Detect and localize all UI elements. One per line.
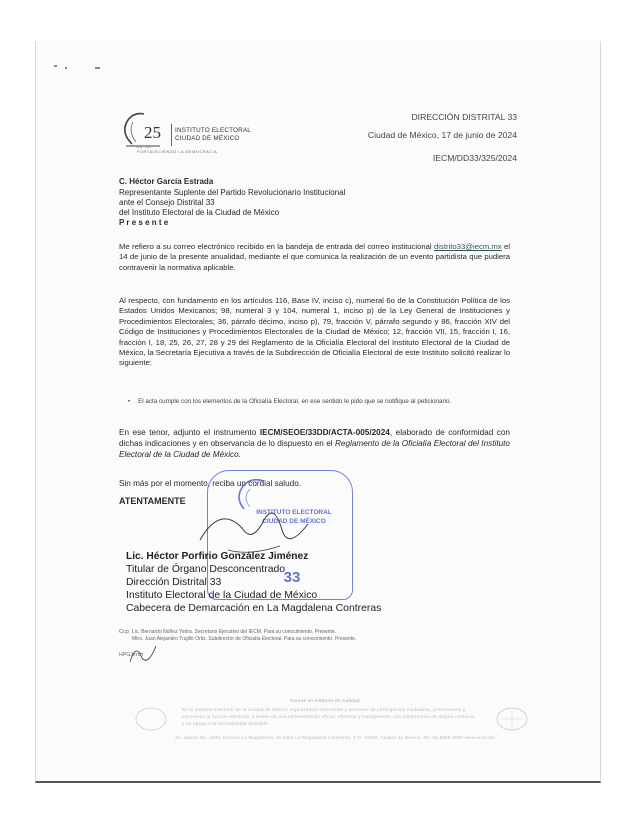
- paragraph-attachment: [119, 427, 510, 460]
- stamp-number: 33: [283, 569, 301, 586]
- recipient-line2: ante el Consejo Distrital 33: [119, 198, 215, 207]
- signer-seat: Cabecera de Demarcación en La Magdalena Contreras: [126, 603, 382, 614]
- logo-divider: [171, 124, 172, 146]
- footer-left-seal-icon: [134, 706, 168, 732]
- bullet-item: [128, 398, 510, 407]
- recipient-line3: del Instituto Electoral de la Ciudad de México: [119, 208, 280, 217]
- footer-right-seal-icon: [495, 706, 529, 732]
- stamp-line1: INSTITUTO ELECTORAL: [256, 509, 332, 516]
- logo-number: 25: [144, 123, 161, 142]
- scan-speck: [54, 65, 57, 67]
- ccp-label: Ccp: [119, 629, 129, 635]
- ccp-line1: Lic. Bernardo Núñez Yedra. Secretario Ejecutivo del IECM. Para su conocimiento. Presente.: [132, 629, 336, 635]
- recipient-name: C. Héctor García Estrada: [119, 177, 214, 186]
- footer-heading: Somos un Instituto de Calidad: [290, 699, 360, 704]
- place-date: Ciudad de México, 17 de junio de 2024: [367, 130, 517, 140]
- reference-number: IECM/DD33/325/2024: [432, 153, 517, 163]
- institutional-email: distrito33@iecm.mx: [434, 242, 502, 251]
- iecm-logo: [108, 104, 283, 166]
- recipient-line1: Representante Suplente del Partido Revolucionario Institucional: [119, 188, 346, 197]
- logo-institution-line2: CIUDAD DE MÉXICO: [175, 135, 240, 142]
- recipient-presente: P r e s e n t e: [119, 218, 169, 227]
- paragraph-intro: [119, 242, 510, 273]
- ccp-line2: Mtro. Juan Alejandro Trujillo Ortiz. Subdirector de Oficialía Electoral. Para su conocimiento. Presente.: [132, 636, 357, 642]
- logo-institution-line1: INSTITUTO ELECTORAL: [175, 127, 251, 134]
- paragraph-legal-basis: Al respecto, con fundamento en los artículos 116, Base IV, inciso c), numeral 6o de la Constitución Política de los Estados Unidos Mexicanos; 98, numeral 3 y 104, numeral 1, inciso p) de la Ley General de Instituciones y Procedimientos Electorales; 36, párrafo décimo, inciso p), 79, fracción V, párrafo segundo y 86, fracción XIV del Código de Instituciones y Procedimientos Electorales de la Ciudad de México; 12, fracción VII, 15, fracción I, 16, fracción I, 18, 25, 26, 27, 28 y 29 del Reglamento de la Oficialía Electoral del Instituto Electoral de la Ciudad de México, la Secretaría Ejecutiva a través de la Subdirección de Oficialía Electoral de este Instituto solicitó realizar lo siguiente:: [119, 296, 510, 368]
- attached-document-id: IECM/SEOE/33DD/ACTA-005/2024: [259, 428, 390, 437]
- logo-slogan: FORTALECIENDO LA DEMOCRACIA: [137, 150, 218, 154]
- scan-speck: [65, 67, 67, 69]
- paragraph-attachment-middle: , elaborado de conformidad con dichas indicaciones y en observancia de lo dispuesto en el: [119, 428, 510, 449]
- paragraph-attachment-text: En ese tenor, adjunto el instrumento: [119, 428, 257, 437]
- signer-name: Lic. Héctor Porfirio González Jiménez: [126, 551, 309, 562]
- footer-policy: En el Instituto Electoral de la Ciudad de México organizamos elecciones y procesos de participación ciudadana, promovemos y ejercemos la función electoral; a través de una administración eficaz, eficiente y transparente, con compromiso de mejora continua y en apego a la normatividad aplicable.: [182, 707, 475, 726]
- office-heading: DIRECCIÓN DISTRITAL 33: [411, 112, 517, 122]
- regulation-reference: Reglamento de la Oficialía Electoral del Instituto Electoral de la Ciudad de México.: [119, 439, 510, 460]
- bullet-text: El acta cumple con los elementos de la Oficialía Electoral, en ese sentido le pido que se notifique al peticionario.: [138, 398, 452, 405]
- scan-speck: [95, 67, 100, 69]
- signer-title: Titular de Órgano Desconcentrado: [126, 564, 286, 575]
- logo-years: 1999 · 2024: [136, 145, 151, 149]
- closing-line: Sin más por el momento, reciba un cordial saludo.: [119, 479, 302, 488]
- initials-scribble: [126, 640, 166, 666]
- paragraph-intro-text: Me refiero a su correo electrónico recibido en la bandeja de entrada del correo institucional: [119, 242, 432, 251]
- paragraph-intro-rest: el 14 de junio de la presente anualidad, mediante el que comunica la realización de un evento partidista que pudiera contravenir la normativa aplicable.: [119, 242, 511, 272]
- footer-address: Av. Juárez No. 2000, Colonia La Magdalena, Alcaldía La Magdalena Contreras, C.P. 10000, Ciudad de México. Tel. 55 5555 0000 www.iecm.mx: [175, 735, 495, 740]
- signer-institution: Instituto Electoral de la Ciudad de México: [126, 590, 318, 601]
- signer-office: Dirección Distrital 33: [126, 577, 222, 588]
- atentamente: ATENTAMENTE: [119, 496, 186, 506]
- ccp-initials: HPGJ/rmh: [119, 652, 144, 658]
- bullet-marker-icon: •: [128, 398, 131, 405]
- stamp-line2: CIUDAD DE MÉXICO: [262, 518, 326, 525]
